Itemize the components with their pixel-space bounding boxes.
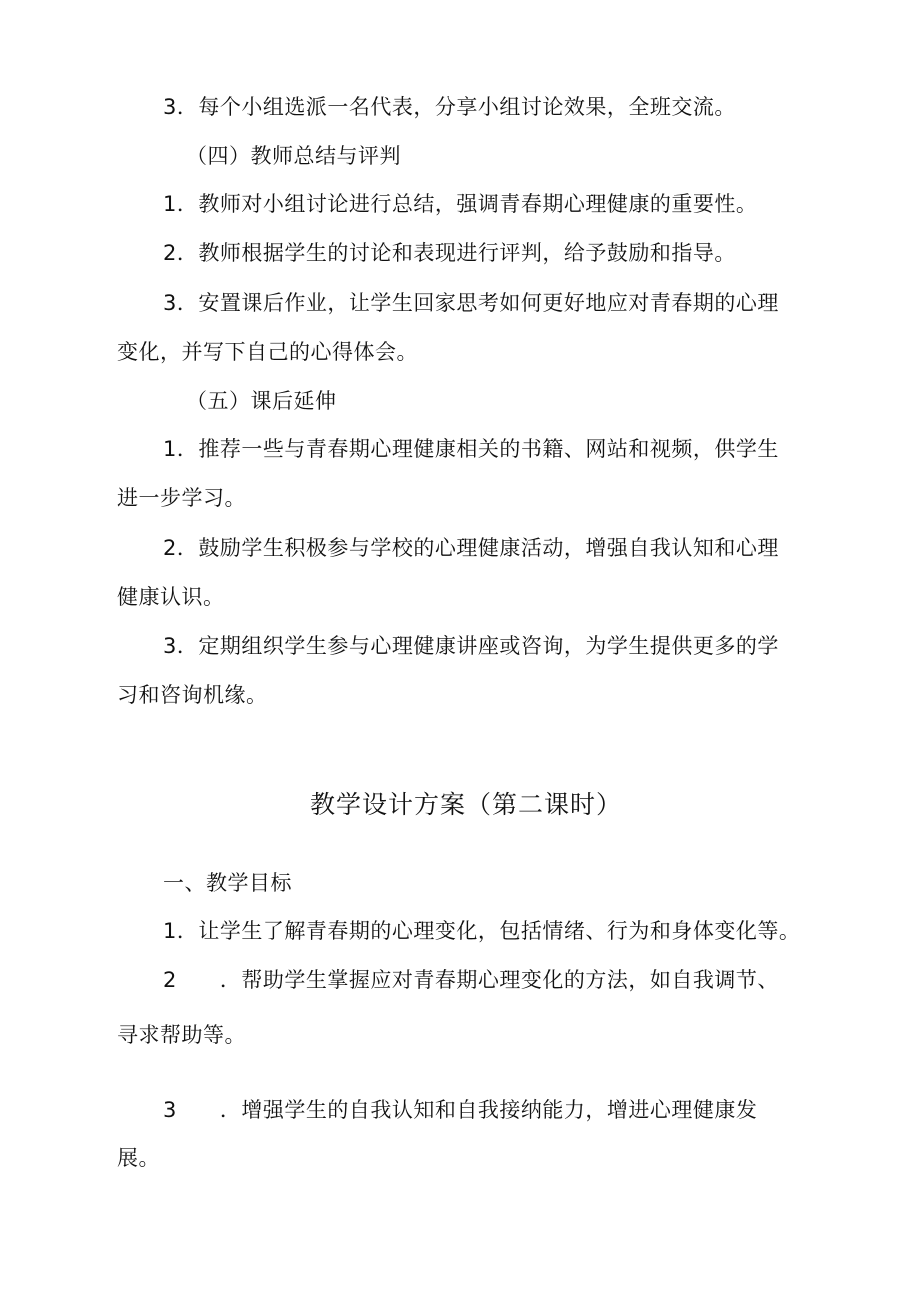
paragraph-line: 1．推荐一些与青春期心理健康相关的书籍、网站和视频，供学生 bbox=[163, 437, 779, 461]
section-heading: （五）课后延伸 bbox=[186, 389, 337, 413]
paragraph-line: 2．鼓励学生积极参与学校的心理健康活动，增强自我认知和心理 bbox=[163, 536, 779, 560]
paragraph-line: 3．定期组织学生参与心理健康讲座或咨询，为学生提供更多的学 bbox=[163, 634, 779, 658]
paragraph-line: 健康认识。 bbox=[117, 585, 225, 609]
paragraph-line: 进一步学习。 bbox=[117, 486, 246, 510]
section-heading: （四）教师总结与评判 bbox=[186, 144, 401, 168]
paragraph-line: 1．教师对小组讨论进行总结，强调青春期心理健康的重要性。 bbox=[163, 192, 758, 216]
paragraph-line: 1．让学生了解青春期的心理变化，包括情绪、行为和身体变化等。 bbox=[163, 919, 801, 943]
paragraph-line: 变化，并写下自己的心得体会。 bbox=[117, 340, 418, 364]
page-title: 教学设计方案（第二课时） bbox=[310, 790, 623, 819]
paragraph-line: 寻求帮助等。 bbox=[117, 1023, 246, 1047]
section-heading: 一、教学目标 bbox=[163, 871, 292, 895]
paragraph-line: 展。 bbox=[117, 1146, 160, 1170]
paragraph-line: 2 ．帮助学生掌握应对青春期心理变化的方法，如自我调节、 bbox=[163, 968, 779, 992]
paragraph-line: 习和咨询机缘。 bbox=[117, 683, 268, 707]
paragraph-line: 3．安置课后作业，让学生回家思考如何更好地应对青春期的心理 bbox=[163, 291, 779, 315]
paragraph-line: 3．每个小组选派一名代表，分享小组讨论效果，全班交流。 bbox=[163, 95, 736, 119]
paragraph-line: 3 ．增强学生的自我认知和自我接纳能力，增进心理健康发 bbox=[163, 1098, 758, 1122]
paragraph-line: 2．教师根据学生的讨论和表现进行评判，给予鼓励和指导。 bbox=[163, 241, 736, 265]
